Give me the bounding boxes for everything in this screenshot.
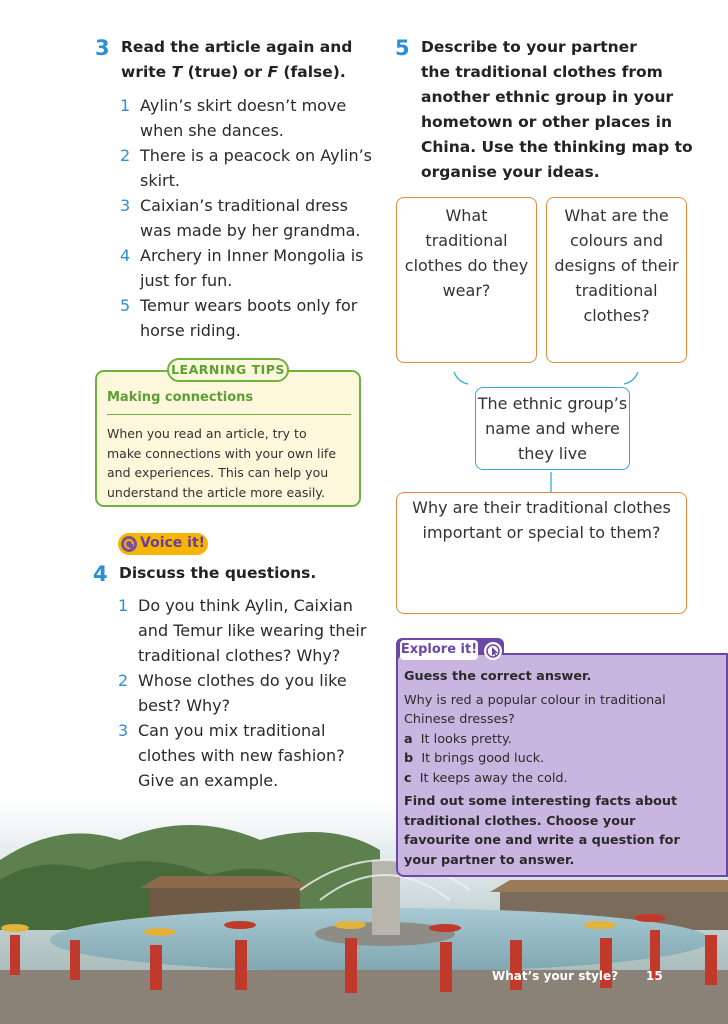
s3-item-number: 5 bbox=[120, 296, 131, 315]
tips-line: understand the article more easily. bbox=[107, 484, 325, 500]
s3-item-line: just for fun. bbox=[140, 271, 233, 290]
s4-item-line: Do you think Aylin, Caixian bbox=[138, 596, 353, 615]
section-3-heading-line1: Read the article again and bbox=[121, 38, 353, 56]
s4-item-line: Can you mix traditional bbox=[138, 721, 326, 740]
learning-tips-tag: LEARNING TIPS bbox=[167, 358, 289, 382]
s3-item-number: 3 bbox=[120, 196, 131, 215]
map-text: colours and bbox=[569, 231, 664, 250]
s3-item-line: Temur wears boots only for bbox=[140, 296, 358, 315]
map-text: name and where bbox=[485, 419, 620, 438]
option-text: It keeps away the cold. bbox=[419, 770, 568, 786]
option-letter: c bbox=[404, 770, 412, 786]
s3-item-1 bbox=[120, 93, 380, 143]
explore-task-line: traditional clothes. Choose your bbox=[404, 813, 636, 829]
option-text: It brings good luck. bbox=[421, 751, 545, 766]
s3-item-4 bbox=[120, 243, 380, 293]
map-text: clothes do they bbox=[404, 256, 529, 275]
s4-item-line: and Temur like wearing their bbox=[138, 621, 367, 640]
s5-line: China. Use the thinking map to bbox=[421, 138, 693, 156]
s3-item-5 bbox=[120, 293, 380, 343]
map-text: The ethnic group’s bbox=[477, 394, 628, 413]
voice-it-label: Voice it! bbox=[140, 535, 206, 551]
map-text: designs of their bbox=[554, 256, 679, 275]
s5-line: the traditional clothes from bbox=[421, 63, 663, 81]
footer-page-number: 15 bbox=[646, 969, 663, 983]
footer-unit-title: What’s your style? bbox=[492, 969, 619, 983]
section-3-heading-line2 bbox=[121, 60, 381, 85]
option-text: It looks pretty. bbox=[420, 731, 512, 747]
s4-item-line: Give an example. bbox=[138, 771, 279, 790]
speech-icon bbox=[121, 536, 137, 552]
s4-item-line: clothes with new fashion? bbox=[138, 746, 345, 765]
s3-item-number: 1 bbox=[120, 96, 131, 115]
option-letter: a bbox=[404, 731, 413, 747]
explore-task-line: favourite one and write a question for bbox=[404, 833, 680, 848]
explore-option-a bbox=[404, 730, 724, 750]
section-3-heading bbox=[121, 35, 381, 85]
s3-item-line: horse riding. bbox=[140, 321, 241, 340]
map-box-colours bbox=[546, 197, 687, 363]
s3-item-line: Archery in Inner Mongolia is bbox=[140, 246, 364, 265]
section-4-heading: Discuss the questions. bbox=[119, 564, 317, 582]
learning-tips-title: Making connections bbox=[107, 390, 254, 405]
s4-item-number: 2 bbox=[118, 671, 129, 690]
s5-line: hometown or other places in bbox=[421, 113, 673, 131]
s4-item-2 bbox=[118, 668, 378, 718]
map-box-importance bbox=[396, 492, 687, 614]
s4-item-number: 1 bbox=[118, 596, 129, 615]
explore-it-label: Explore it! bbox=[400, 640, 478, 660]
s3-item-line: skirt. bbox=[140, 171, 180, 190]
heading-text: (false). bbox=[278, 63, 346, 81]
map-box-center bbox=[475, 387, 630, 470]
s5-line: another ethnic group in your bbox=[421, 88, 674, 106]
heading-text: (true) or bbox=[182, 63, 268, 81]
tips-line: When you read an article, try to bbox=[107, 426, 307, 441]
map-text: traditional bbox=[425, 231, 508, 250]
section-4-number: 4 bbox=[93, 562, 108, 586]
map-text: clothes? bbox=[583, 306, 650, 325]
s3-item-line: Aylin’s skirt doesn’t move bbox=[140, 96, 347, 115]
section-5-heading bbox=[421, 35, 721, 185]
s4-item-line: traditional clothes? Why? bbox=[138, 646, 341, 665]
explore-option-b bbox=[404, 749, 724, 769]
s3-item-2 bbox=[120, 143, 380, 193]
explore-content bbox=[404, 667, 724, 870]
map-text: wear? bbox=[442, 281, 491, 300]
s4-item-3 bbox=[118, 718, 378, 793]
cursor-click-icon bbox=[483, 641, 503, 661]
s4-item-line: best? Why? bbox=[138, 696, 231, 715]
section-3-number: 3 bbox=[95, 36, 110, 60]
map-text: important or special to them? bbox=[422, 523, 661, 542]
s3-item-number: 2 bbox=[120, 146, 131, 165]
learning-tips-body bbox=[107, 424, 352, 502]
explore-question-line: Chinese dresses? bbox=[404, 712, 515, 727]
s4-item-number: 3 bbox=[118, 721, 129, 740]
map-box-clothes bbox=[396, 197, 537, 363]
heading-false-letter: F bbox=[267, 63, 279, 81]
s3-item-line: was made by her grandma. bbox=[140, 221, 361, 240]
learning-tips-divider bbox=[107, 414, 351, 415]
map-text: traditional bbox=[575, 281, 658, 300]
explore-question-line: Why is red a popular colour in traditional bbox=[404, 692, 666, 708]
s3-item-line: There is a peacock on Aylin’s bbox=[140, 146, 373, 165]
option-letter: b bbox=[404, 751, 414, 766]
s5-line: Describe to your partner bbox=[421, 38, 637, 56]
explore-title: Guess the correct answer. bbox=[404, 669, 592, 684]
section-5-number: 5 bbox=[395, 36, 410, 60]
heading-true-letter: T bbox=[171, 63, 183, 81]
s3-item-3 bbox=[120, 193, 380, 243]
s3-item-line: when she dances. bbox=[140, 121, 284, 140]
map-text: they live bbox=[517, 444, 587, 463]
tips-line: and experiences. This can help you bbox=[107, 465, 329, 480]
map-text: What are the bbox=[564, 206, 669, 225]
s4-item-line: Whose clothes do you like bbox=[138, 671, 347, 690]
explore-task-line: Find out some interesting facts about bbox=[404, 794, 678, 809]
s5-line: organise your ideas. bbox=[421, 163, 600, 181]
s4-item-1 bbox=[118, 593, 378, 668]
heading-text: write bbox=[121, 63, 172, 81]
explore-option-c bbox=[404, 769, 724, 789]
s3-item-line: Caixian’s traditional dress bbox=[140, 196, 348, 215]
s3-item-number: 4 bbox=[120, 246, 131, 265]
map-text: Why are their traditional clothes bbox=[412, 498, 671, 517]
explore-task-line: your partner to answer. bbox=[404, 852, 575, 868]
tips-line: make connections with your own life bbox=[107, 445, 337, 461]
map-text: What bbox=[445, 206, 488, 225]
